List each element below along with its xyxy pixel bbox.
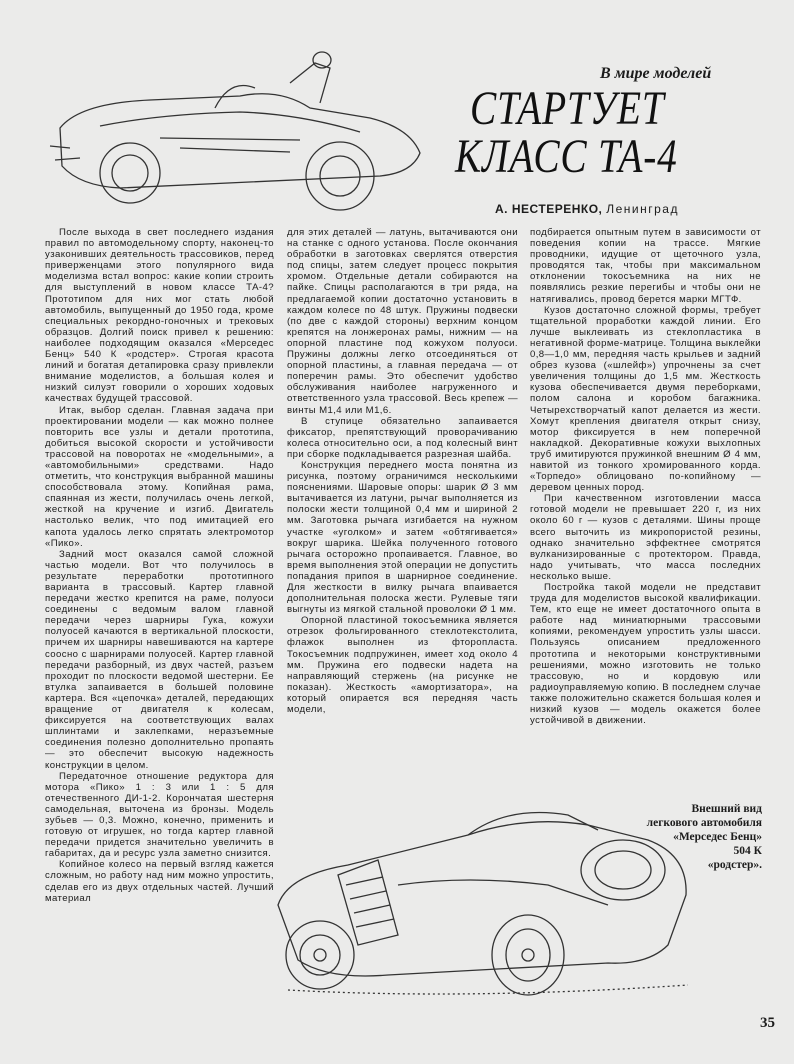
author-name: А. НЕСТЕРЕНКО,	[495, 202, 603, 216]
paragraph: Кузов достаточно сложной формы, требует тщательной проработки каждой линии. Его лучше выклеивать из стеклопластика в негативной форме-матрице. Толщина выклейки 0,8—1,0 мм, передняя часть крыльев и задний обрез кузова («шлейф») упрочнены за счет увеличения толщины до 1,5 мм. Жесткость кузова обеспечивается двумя переборками, полом салона и коробом багажника. Четырехстворчатый капот делается из жести. Хомут крепления двигателя открыт снизу, мотор фиксируется в нем поперечной накладкой. Декоративные кожухи выхлопных труб имитируются пружинкой внешним Ø 4 мм, навитой из тонкого хромированного корда. «Торпедо» облицовано по-копийному — деревом ценных пород.	[530, 304, 761, 494]
text-column-1	[45, 227, 274, 904]
section-rubric: В мире моделей	[600, 65, 712, 82]
paragraph: Копийное колесо на первый взгляд кажется сложным, но работу над ним можно упростить, сделав его из двух отдельных частей. Лучший материал	[45, 859, 274, 904]
paragraph: В ступице обязательно запаивается фиксатор, препятствующий проворачиванию колеса относительно оси, а под колесный винт при сборке подкладывается разрезная шайба.	[287, 415, 518, 460]
author-city: Ленинград	[606, 202, 679, 216]
article-title-line2: КЛАСС ТА-4	[455, 130, 678, 183]
top-car-illustration	[40, 48, 430, 220]
byline	[495, 201, 679, 217]
caption-line: 504 К	[733, 845, 762, 857]
paragraph: подбирается опытным путем в зависимости от поведения копии на трассе. Мягкие проводники, идущие от щеточного узла, проводятся так, чтобы при максимальном отклонении токосъемника на них не появлялись резкие перегибы и чтобы они не натягивались, провод берется марки МГТФ.	[530, 227, 761, 305]
paragraph: Передаточное отношение редуктора для мотора «Пико» 1 : 3 или 1 : 5 для отечественного ДИ-1-2. Корончатая шестерня самодельная, выточена из бронзы. Модель зубьев — 0,3. Можно, конечно, применить и готовую от игрушек, но тогда картер главной передачи придется значительно увеличить в габаритах, да и ресурс узла заметно снизится.	[45, 770, 274, 860]
page-number: 35	[760, 1015, 775, 1031]
paragraph: Конструкция переднего моста понятна из рисунка, поэтому ограничимся несколькими пояснениями. Шаровые опоры: шарик Ø 3 мм вытачивается из латуни, рычаг выполняется из полоски жести толщиной 0,4 мм и шириной 2 мм. Заготовка рычага изгибается на нужном участке «уголком» и затем «обтягивается» вокруг шарика. Шейка полученного готового рычага осторожно пропаивается. Главное, во время выполнения этой операции не допустить попадания припоя в шарнирное соединение. Для жесткости в вилку рычага впаивается дополнительная полоска жести. Рулевые тяги выгнуты из мягкой стальной проволоки Ø 1 мм.	[287, 459, 518, 616]
caption-line: легкового автомобиля	[646, 817, 762, 829]
paragraph: Опорной пластиной токосъемника является отрезок фольгированного стеклотекстолита, флажок выполнен из фторопласта. Токосъемник подпружинен, имеет ход около 4 мм. Пружина его подвески надета на направляющий стержень (на рисунке не показан). Жесткость «амортизатора», на который опирается вся передняя часть модели,	[287, 615, 518, 716]
text-column-2	[287, 227, 518, 715]
paragraph: Задний мост оказался самой сложной частью модели. Вот что получилось в результате переработки прототипного варианта в трассовый. Картер главной передачи жестко крепится на раме, полуоси соединены с ведомым валом главной передачи через шарниры Гука, кожухи полуосей качаются в вертикальной плоскости, причем их шарниры навешиваются на картере соосно с шарнирами полуосей. Картер главной передачи разборный, из двух частей, разъем проходит по плоскости ведомой шестерни. Ее втулка запаивается в большей половине картера. Вся «цепочка» деталей, передающих вращение от двигателя к колесам, фиксируется на соответствующих валах шплинтами и заклепками, неразъемные соединения полезно дополнительно пропаять — это обеспечит высокую надежность конструкции в целом.	[45, 548, 274, 771]
paragraph: Итак, выбор сделан. Главная задача при проектировании модели — как можно полнее повторить все узлы и детали прототипа, добиться высокой скорости и устойчивости трассовой на поворотах не «модельными», а «автомобильными» средствами. Надо отметить, что конструкция выбранной машины способствовала этому. Копийная рама, спаянная из жести, получилась очень легкой, жесткой на кручение и изгиб. Двигатель настолько велик, что под имитацией его капота удалось легко спрятать электромотор «Пико».	[45, 404, 274, 549]
paragraph: для этих деталей — латунь, вытачиваются они на станке с одного установа. После окончания обработки в заготовках сверлятся отверстия под спицы, затем следует процесс покрытия хромом. Отдельные детали собираются на пайке. Спицы располагаются в три ряда, на предлагаемой копии достаточно установить в каждом колесе по 48 штук. Пружины подвески (по две с каждой стороны) верхним концом крепятся на лонжеронах рамы, нижним — на опорной пластине под кожухом полуоси. Пружины должны легко отсоединяться от опорной пластины, а главная передача — от поперечин рамы. Это обеспечит удобство обслуживания наиболее нагруженного и ответственного узла трассовой. Весь крепеж — винты М1,4 или М1,6.	[287, 227, 518, 416]
caption-line: Внешний вид	[691, 803, 762, 815]
illustration-caption	[590, 802, 762, 872]
paragraph: При качественном изготовлении масса готовой модели не превышает 220 г, из них около 60 г — кузов с деталями. Шины проще всего выточить из микропористой резины, однако значительно эффектнее смотрятся вулканизированные с протектором. Правда, надо учитывать, что масса последних несколько выше.	[530, 493, 761, 582]
article-title-line1: СТАРТУЕТ	[470, 82, 665, 135]
caption-line: «родстер».	[707, 859, 762, 871]
paragraph: Постройка такой модели не представит труда для моделистов высокой квалификации. Тем, кто еще не имеет достаточного опыта в работе над миниатюрными трассовыми копиями, рекомендуем упростить узлы шасси. Пользуясь описанием предложенного прототипа и некоторыми конструктивными решениями, можно изготовить не только трассовую, но и кордовую или радиоуправляемую копию. В последнем случае также положительно скажется большая колея и низкий кузов — модель окажется более устойчивой в движении.	[530, 582, 761, 727]
caption-line: «Мерседес Бенц»	[673, 831, 762, 843]
paragraph: После выхода в свет последнего издания правил по автомодельному спорту, наконец-то узаконивших деятельность трассовиков, перед приверженцами этого популярного вида моделизма встал вопрос: какие копии строить для выступлений в новом классе ТА-4? Прототипом для них мог стать любой автомобиль, выпущенный до 1950 года, кроме специальных рекордно-гоночных и трековых образцов. Долгий поиск привел к решению: наиболее подходящим оказался «Мерседес Бенц» 540 К «родстер». Строгая красота линий и богатая детапировка сразу привлекли внимание моделистов, а большая колея и низкий силуэт говорили о хороших ходовых качествах будущей трассовой.	[45, 227, 274, 405]
text-column-3	[530, 227, 761, 726]
